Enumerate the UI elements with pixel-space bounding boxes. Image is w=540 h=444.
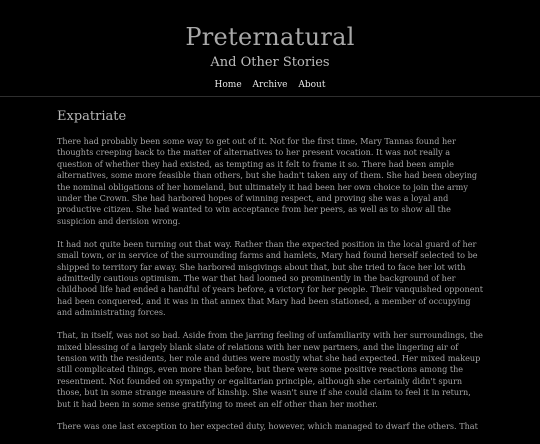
header-divider: [0, 96, 540, 97]
nav-about-link[interactable]: About: [298, 80, 326, 90]
story-paragraph: There was one last exception to her expected duty, however, which managed to dwarf the others. That: [57, 421, 478, 432]
main-nav: [0, 79, 540, 91]
site-header: [0, 0, 540, 91]
story-paragraph: It had not quite been turning out that way. Rather than the expected position in the local guard of her small town, or in service of the surrounding farms and hamlets, Mary had found herself selected to be shipped to territory far away. She harbored misgivings about that, but she tried to face her lot with admittedly cautious optimism. The war that had loomed so prominently in the background of her childhood life had ended a handful of years before, a victory for her people. Their vanquished opponent had been conquered, and it was in that annex that Mary had been stationed, a member of occupying and administrating forces.: [57, 238, 483, 318]
site-subtitle: And Other Stories: [210, 55, 330, 70]
story-paragraph: That, in itself, was not so bad. Aside from the jarring feeling of unfamiliarity with her surroundings, the mixed blessing of a largely blank slate of relations with her new partners, and the lingering air of tension with the residents, her role and duties were mostly what she had expected. Her mixed makeup still complicated things, even more than before, but there were some positive reactions among the resentment. Not founded on sympathy or egalitarian principle, although she certainly didn't spurn those, but in some strange measure of kinship. She wasn't sure if she could claim to feel it in return, but it had been in some sense gratifying to meet an elf other than her mother.: [57, 330, 483, 409]
story-paragraph: There had probably been some way to get out of it. Not for the first time, Mary Tannas found her thoughts creeping back to the matter of alternatives to her present vocation. It was not really a question of whether they had existed, as tempting as it felt to frame it so. There had been ample alternatives, some more feasible than others, but she hadn't taken any of them. She had been obeying the nominal obligations of her homeland, but ultimately it had been her own choice to join the army under the Crown. She had harbored hopes of winning respect, and proving she was a loyal and productive citizen. She had wanted to win acceptance from her peers, as well as to show all the suspicion and derision wrong.: [57, 136, 478, 226]
article-title: Expatriate: [57, 109, 127, 124]
story-article: [57, 109, 485, 444]
site-title[interactable]: Preternatural: [185, 23, 355, 51]
nav-archive-link[interactable]: Archive: [252, 80, 288, 90]
nav-home-link[interactable]: Home: [214, 80, 242, 90]
